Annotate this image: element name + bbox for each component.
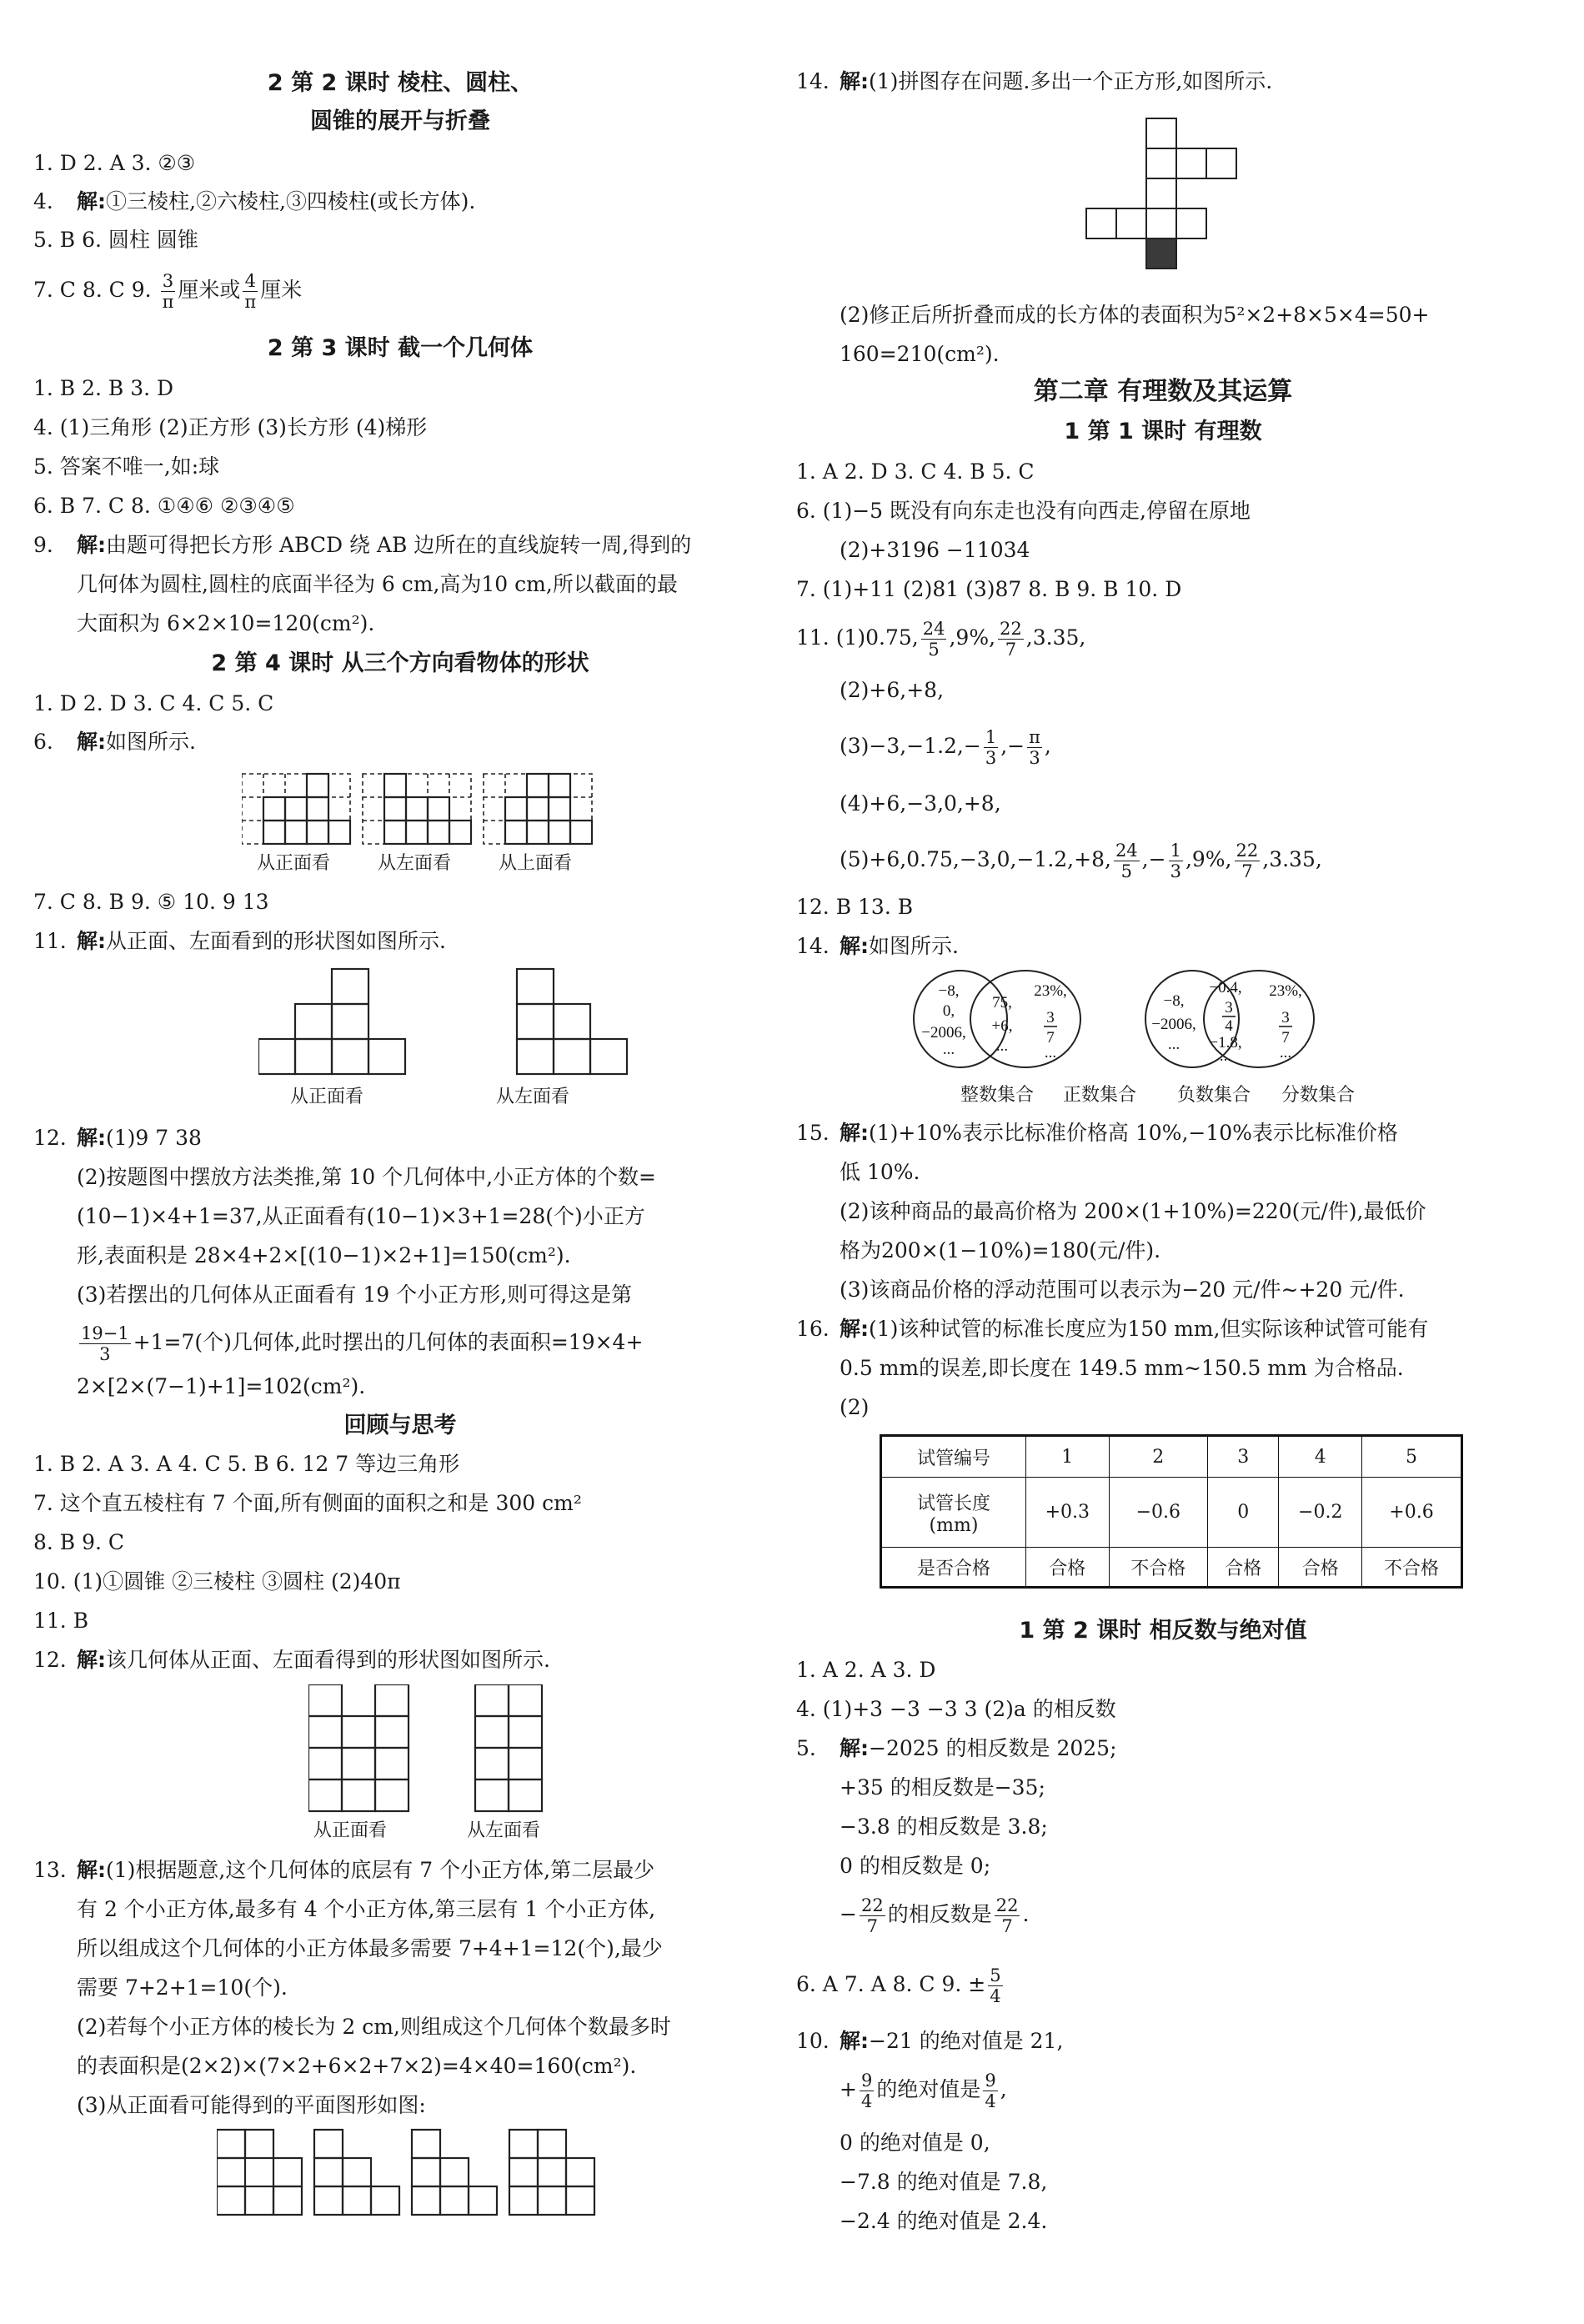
answer-text: .	[1022, 1902, 1030, 1926]
answer-text: ,3.35,	[1025, 625, 1086, 650]
answer-line: 4. (1)+3 −3 −3 3 (2)a 的相反数	[796, 1697, 1116, 1721]
venn-item: −2006,	[921, 1024, 966, 1042]
answer-line: 的表面积是(2×2)×(7×2+6×2+7×2)=4×40=160(cm²).	[77, 2054, 637, 2078]
venn-item: 23%,	[1034, 982, 1067, 1000]
table-cell: 4	[1279, 1436, 1362, 1478]
fraction: $\frac{9}{4}$	[860, 2071, 873, 2111]
venn-item: −8,	[938, 982, 960, 1000]
answer-line	[33, 265, 302, 315]
answer-line: (4)+6,−3,0,+8,	[840, 791, 1001, 816]
venn-item: 3	[1281, 1009, 1290, 1026]
fraction: $\frac{22}{7}$	[860, 1895, 884, 1936]
item-number: 11.	[33, 929, 67, 953]
venn-item: ...	[1167, 1036, 1180, 1053]
answer-line: 6. B 7. C 8. ①④⑥ ②③④⑤	[33, 494, 295, 518]
front-left-views-figure	[308, 1684, 584, 1818]
answer-text: (1)该种试管的标准长度应为150 mm,但实际该种试管可能有	[869, 1317, 1429, 1341]
venn-diagrams	[909, 967, 1376, 1080]
answer-line	[33, 727, 196, 757]
solution-label: 解:	[77, 1126, 106, 1150]
fraction: $\frac{22}{7}$	[1000, 619, 1022, 660]
answer-line: 有 2 个小正方体,最多有 4 个小正方体,第三层有 1 个小正方体,	[77, 1897, 656, 1921]
answer-line: 1. A 2. A 3. D	[796, 1658, 936, 1682]
answer-line	[796, 2026, 1063, 2056]
answer-line: (2)	[840, 1395, 870, 1419]
answer-text: ,−	[1000, 734, 1025, 758]
fraction: $\frac{4}{\pi}$	[244, 271, 257, 312]
item-number: 6.	[33, 730, 53, 754]
table-cell: 不合格	[1109, 1548, 1207, 1588]
table-cell: 不合格	[1362, 1548, 1462, 1588]
answer-text: ,3.35,	[1262, 847, 1322, 871]
item-number: 12.	[33, 1648, 67, 1672]
solution-label: 解:	[840, 2029, 869, 2053]
answer-text: 7. C 8. C 9.	[33, 278, 152, 302]
solution-label: 解:	[840, 1121, 869, 1145]
answer-text: 6. A 7. A 8. C 9. ±	[796, 1972, 986, 1996]
answer-line: (2)按题图中摆放方法类推,第 10 个几何体中,小正方体的个数=	[77, 1165, 656, 1189]
answer-line	[796, 614, 1085, 662]
answer-line: 1. D 2. A 3. ②③	[33, 151, 196, 175]
table-cell: 1	[1026, 1436, 1110, 1478]
three-views-figure	[242, 765, 642, 849]
solution-label: 解:	[77, 189, 106, 213]
fraction: $\frac{1}{3}$	[985, 727, 997, 768]
answer-text: 如图所示.	[106, 730, 196, 754]
venn-item: −2006,	[1151, 1016, 1196, 1033]
answer-line: 低 10%.	[840, 1160, 920, 1184]
table-cell: 试管编号	[881, 1436, 1026, 1478]
answer-text: (5)+6,0.75,−3,0,−1.2,+8,	[840, 847, 1111, 871]
answer-text: (1)9 7 38	[106, 1126, 202, 1150]
answer-line	[33, 187, 475, 217]
item-number: 5.	[796, 1736, 816, 1760]
figure-caption: 从正面看	[257, 853, 331, 874]
cell-text: (mm)	[929, 1514, 979, 1536]
left-column	[33, 0, 767, 2324]
figure-caption: 从正面看	[313, 1820, 388, 1841]
answer-line: 0 的相反数是 0;	[840, 1854, 991, 1878]
solution-label: 解:	[77, 1858, 106, 1882]
answer-line	[33, 926, 446, 956]
item-number: 14.	[796, 69, 830, 93]
venn-item: ...	[1279, 1044, 1292, 1062]
answer-line: 形,表面积是 28×4+2×[(10−1)×2+1]=150(cm²).	[77, 1243, 571, 1267]
answer-line: 格为200×(1−10%)=180(元/件).	[840, 1238, 1161, 1262]
answer-line: 7. (1)+11 (2)81 (3)87 8. B 9. B 10. D	[796, 577, 1182, 601]
table-cell: −0.2	[1279, 1478, 1362, 1548]
answer-text: 的绝对值是	[876, 2077, 981, 2101]
answer-line: (2)若每个小正方体的棱长为 2 cm,则组成这个几何体个数最多时	[77, 2015, 671, 2039]
answer-line	[33, 1855, 654, 1885]
answer-text: ,9%,	[949, 625, 996, 650]
answer-line: 1. B 2. B 3. D	[33, 376, 174, 400]
answer-text: 厘米或	[178, 278, 241, 302]
right-column	[796, 0, 1530, 2324]
answer-text: 由题可得把长方形 ABCD 绕 AB 边所在的直线旋转一周,得到的	[106, 533, 692, 557]
table-row	[881, 1548, 1462, 1588]
figure-caption: 负数集合	[1177, 1085, 1251, 1106]
table-cell: 0	[1208, 1478, 1279, 1548]
venn-item: ...	[1044, 1044, 1057, 1062]
answer-line: 8. B 9. C	[33, 1530, 125, 1554]
venn-item: 4	[1225, 1017, 1233, 1035]
section-heading: 1 第 2 课时 相反数与绝对值	[1019, 1618, 1307, 1644]
venn-item: ...	[1219, 1047, 1232, 1065]
answer-line: 12. B 13. B	[796, 895, 914, 919]
venn-item: 7	[1281, 1029, 1290, 1047]
venn-item: 7	[1046, 1029, 1055, 1047]
answer-line: 10. (1)①圆锥 ②三棱柱 ③圆柱 (2)40π	[33, 1569, 401, 1594]
answer-line: 0 的绝对值是 0,	[840, 2131, 990, 2155]
venn-item: 75,	[992, 994, 1012, 1011]
table-cell: 合格	[1279, 1548, 1362, 1588]
answer-text: 从正面、左面看到的形状图如图所示.	[106, 929, 446, 953]
answer-line	[796, 67, 1272, 97]
answer-line	[33, 1123, 202, 1153]
table-cell: +0.6	[1362, 1478, 1462, 1548]
answer-text: 如图所示.	[869, 934, 959, 958]
answer-text: 的相反数是	[887, 1902, 992, 1926]
figure-caption: 从正面看	[290, 1087, 364, 1107]
item-number: 16.	[796, 1317, 830, 1341]
answer-line: −7.8 的绝对值是 7.8,	[840, 2170, 1048, 2194]
answer-text: (1)+10%表示比标准价格高 10%,−10%表示比标准价格	[869, 1121, 1398, 1145]
figure-caption: 整数集合	[960, 1085, 1035, 1106]
answer-line	[796, 836, 1322, 884]
answer-line: 5. 答案不唯一,如:球	[33, 454, 220, 479]
cell-text: 试管长度	[916, 1493, 990, 1514]
answer-line	[796, 1314, 1428, 1344]
figure-caption: 从左面看	[496, 1087, 570, 1107]
figure-caption: 从上面看	[499, 853, 573, 874]
answer-line: 2×[2×(7−1)+1]=102(cm²).	[77, 1374, 366, 1398]
item-number: 13.	[33, 1858, 67, 1882]
venn-item: 3	[1225, 999, 1233, 1016]
fraction: $\frac{22}{7}$	[1236, 841, 1259, 881]
answer-line: 需要 7+2+1=10(个).	[77, 1975, 288, 2000]
fraction: $\frac{5}{4}$	[990, 1965, 1001, 2006]
figure-caption: 分数集合	[1281, 1085, 1356, 1106]
section-heading: 2 第 3 课时 截一个几何体	[267, 335, 534, 361]
answer-line: (10−1)×4+1=37,从正面看有(10−1)×3+1=28(个)小正方	[77, 1204, 645, 1228]
solution-label: 解:	[77, 929, 106, 953]
answer-line: +35 的相反数是−35;	[840, 1775, 1045, 1799]
figure-caption: 正数集合	[1063, 1085, 1137, 1106]
answer-line	[796, 931, 959, 961]
figure-caption: 从左面看	[467, 1820, 541, 1841]
fraction: $\frac{24}{5}$	[922, 619, 945, 660]
solution-label: 解:	[840, 69, 869, 93]
answer-line: 1. B 2. A 3. A 4. C 5. B 6. 12 7 等边三角形	[33, 1452, 460, 1476]
venn-item: 0,	[942, 1002, 955, 1020]
answer-line: 11. B	[33, 1609, 89, 1633]
answer-line	[33, 530, 691, 560]
item-number: 9.	[33, 533, 53, 557]
answer-line: (2)+3196 −11034	[840, 538, 1030, 562]
answer-line	[796, 1960, 1005, 2010]
table-cell: −0.6	[1109, 1478, 1207, 1548]
item-number: 14.	[796, 934, 830, 958]
answer-line: 6. (1)−5 既没有向东走也没有向西走,停留在原地	[796, 499, 1251, 523]
table-cell: +0.3	[1026, 1478, 1110, 1548]
venn-item: 3	[1046, 1009, 1055, 1026]
fraction: $\frac{22}{7}$	[995, 1895, 1019, 1936]
table-cell: 是否合格	[881, 1548, 1026, 1588]
answer-text: ,9%,	[1185, 847, 1232, 871]
venn-item: 23%,	[1269, 982, 1302, 1000]
answer-text: +	[840, 2077, 857, 2101]
answer-text: ,	[1000, 2077, 1007, 2101]
solution-label: 解:	[840, 1317, 869, 1341]
fraction: $\frac{\pi}{3}$	[1029, 727, 1040, 768]
item-number: 4.	[33, 189, 53, 213]
venn-item: ...	[995, 1037, 1009, 1055]
answer-line	[796, 1734, 1117, 1764]
answer-line	[796, 722, 1051, 770]
answer-line: (2)该种商品的最高价格为 200×(1+10%)=220(元/件),最低价	[840, 1199, 1426, 1223]
answer-line: 4. (1)三角形 (2)正方形 (3)长方形 (4)梯形	[33, 415, 428, 439]
chapter-heading: 第二章 有理数及其运算	[1033, 377, 1293, 406]
answer-line: (3)该商品价格的浮动范围可以表示为−20 元/件∼+20 元/件.	[840, 1277, 1405, 1302]
test-tube-table	[880, 1434, 1463, 1589]
fraction: $\frac{19-1}{3}$	[81, 1323, 129, 1364]
table-cell: 5	[1362, 1436, 1462, 1478]
answer-text: +1=7(个)几何体,此时摆出的几何体的表面积=19×4+	[133, 1330, 644, 1354]
solution-label: 解:	[77, 730, 106, 754]
table-cell	[881, 1478, 1026, 1548]
front-left-views-figure	[258, 966, 642, 1077]
section-heading: 1 第 1 课时 有理数	[1064, 419, 1262, 444]
answer-text: (3)−3,−1.2,−	[840, 734, 981, 758]
answer-line: (3)若摆出的几何体从正面看有 19 个小正方形,则可得这是第	[77, 1282, 633, 1307]
answer-text: (1)拼图存在问题.多出一个正方形,如图所示.	[869, 69, 1273, 93]
answer-line	[796, 1890, 1029, 1940]
possible-front-views-figure	[217, 2126, 650, 2218]
table-row	[881, 1436, 1462, 1478]
table-cell: 3	[1208, 1436, 1279, 1478]
venn-item: −8,	[1163, 992, 1185, 1010]
answer-text: ,	[1044, 734, 1051, 758]
answer-line: (2)修正后所折叠而成的长方体的表面积为5²×2+8×5×4=50+	[840, 303, 1430, 327]
answer-line: 160=210(cm²).	[840, 342, 1000, 366]
venn-item: −0.4,	[1209, 979, 1242, 996]
section-heading: 2 第 4 课时 从三个方向看物体的形状	[211, 650, 589, 676]
fraction: $\frac{3}{\pi}$	[162, 271, 174, 312]
answer-line: 1. A 2. D 3. C 4. B 5. C	[796, 459, 1035, 484]
section-heading: 回顾与思考	[343, 1413, 457, 1438]
section-heading: 圆锥的展开与折叠	[310, 108, 490, 134]
answer-line: 所以组成这个几何体的小正方体最多需要 7+4+1=12(个),最少	[77, 1936, 663, 1960]
answer-text: −2025 的相反数是 2025;	[869, 1736, 1117, 1760]
answer-line: (3)从正面看可能得到的平面图形如图:	[77, 2093, 426, 2117]
section-heading: 2 第 2 课时 棱柱、圆柱、	[267, 70, 534, 96]
figure-caption: 从左面看	[378, 853, 452, 874]
venn-item: +6,	[991, 1017, 1013, 1035]
answer-line: 几何体为圆柱,圆柱的底面半径为 6 cm,高为10 cm,所以截面的最	[77, 572, 678, 596]
table-cell: 合格	[1208, 1548, 1279, 1588]
answer-line: −2.4 的绝对值是 2.4.	[840, 2209, 1048, 2233]
answer-line: 大面积为 6×2×10=120(cm²).	[77, 611, 375, 635]
answer-text: ,−	[1141, 847, 1166, 871]
answer-text: ①三棱柱,②六棱柱,③四棱柱(或长方体).	[106, 189, 476, 213]
venn-item: −1.8,	[1209, 1034, 1242, 1052]
answer-line	[33, 1319, 643, 1366]
table-cell: 合格	[1026, 1548, 1110, 1588]
item-number: 15.	[796, 1121, 830, 1145]
answer-line: 5. B 6. 圆柱 圆锥	[33, 228, 198, 252]
answer-text: −	[840, 1902, 857, 1926]
answer-line	[796, 1118, 1398, 1148]
answer-line	[33, 1645, 550, 1675]
cube-net-figure	[1080, 117, 1246, 284]
solution-label: 解:	[77, 1648, 106, 1672]
table-cell: 2	[1109, 1436, 1207, 1478]
answer-line: 7. C 8. B 9. ⑤ 10. 9 13	[33, 890, 269, 914]
item-number: 12.	[33, 1126, 67, 1150]
answer-line: (2)+6,+8,	[840, 678, 945, 702]
answer-text: 11. (1)0.75,	[796, 625, 919, 650]
answer-line: 1. D 2. D 3. C 4. C 5. C	[33, 691, 274, 715]
solution-label: 解:	[77, 533, 106, 557]
answer-text: 该几何体从正面、左面看得到的形状图如图所示.	[106, 1648, 550, 1672]
fraction: $\frac{1}{3}$	[1170, 841, 1181, 881]
fraction: $\frac{24}{5}$	[1115, 841, 1138, 881]
answer-line: 7. 这个直五棱柱有 7 个面,所有侧面的面积之和是 300 cm²	[33, 1491, 582, 1515]
table-row	[881, 1478, 1462, 1548]
answer-text: −21 的绝对值是 21,	[869, 2029, 1064, 2053]
answer-text: (1)根据题意,这个几何体的底层有 7 个小正方体,第二层最少	[106, 1858, 655, 1882]
fraction: $\frac{9}{4}$	[985, 2071, 996, 2111]
item-number: 10.	[796, 2029, 830, 2053]
answer-line	[796, 2065, 1007, 2115]
answer-line: 0.5 mm的误差,即长度在 149.5 mm∼150.5 mm 为合格品.	[840, 1356, 1404, 1380]
answer-text: 厘米	[260, 278, 303, 302]
venn-item: ...	[942, 1041, 955, 1058]
solution-label: 解:	[840, 1736, 869, 1760]
solution-label: 解:	[840, 934, 869, 958]
answer-line: −3.8 的相反数是 3.8;	[840, 1815, 1048, 1839]
